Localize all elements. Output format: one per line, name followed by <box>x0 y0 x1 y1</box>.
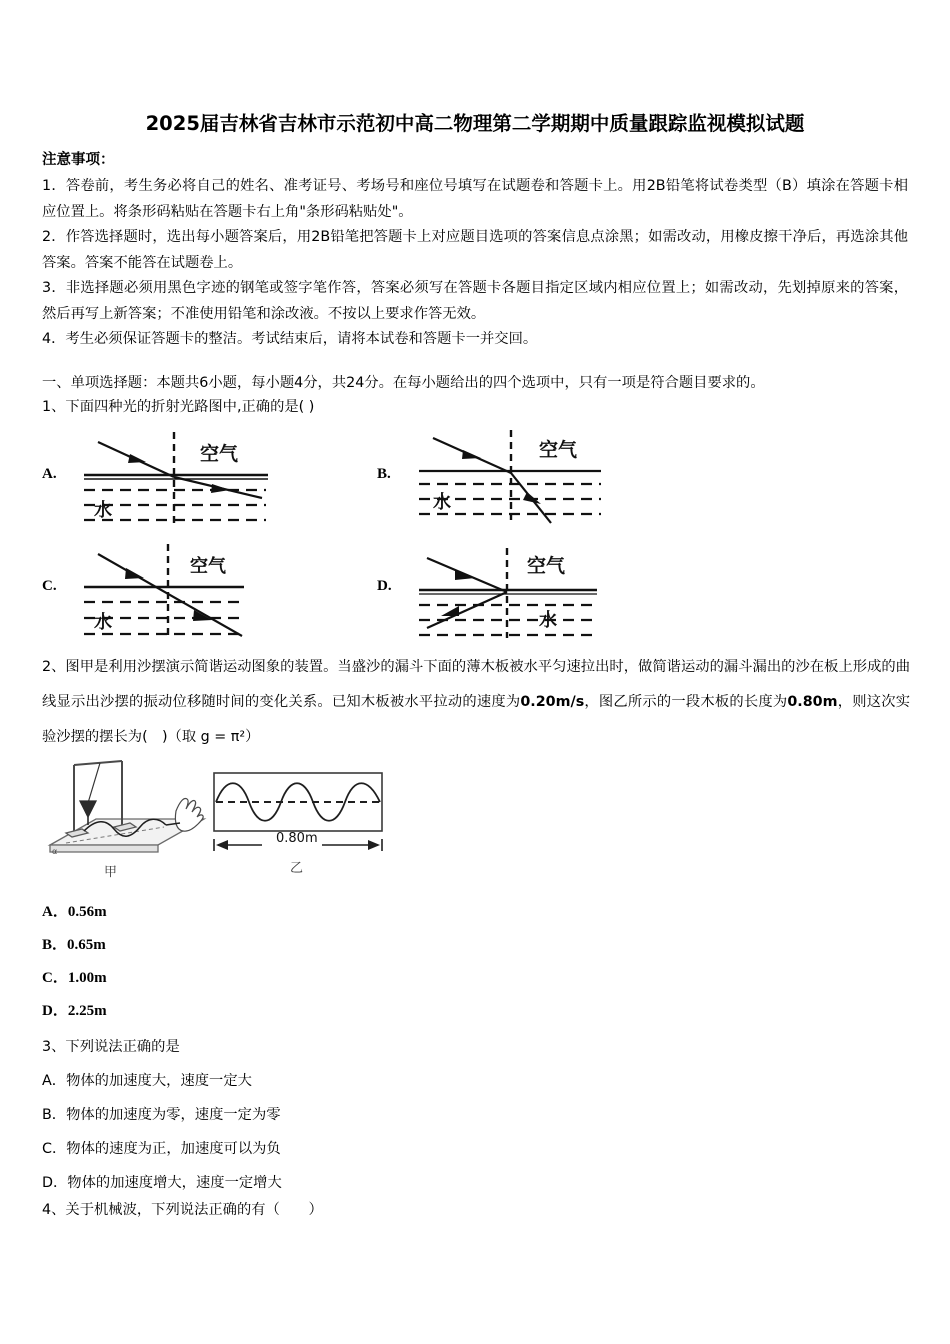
water-label-a: 水 <box>94 500 112 521</box>
section-heading: 一、单项选择题：本题共6小题，每小题4分，共24分。在每小题给出的四个选项中，只有一项是符合题目要求的。 <box>42 375 765 391</box>
q2-text-part-3: ，则这次实验沙摆的摆长为( )（取 g = π²） <box>42 694 911 745</box>
q1-option-d-letter: D. <box>377 578 392 594</box>
question-4-stem: 4、关于机械波，下列说法正确的有（ ） <box>42 1202 323 1218</box>
refraction-diagram-b <box>411 428 641 536</box>
figure-jia-caption: 甲 <box>104 865 118 880</box>
q3-option-a[interactable]: A．物体的加速度大，速度一定大 <box>42 1073 252 1089</box>
page-title: 2025届吉林省吉林市示范初中高二物理第二学期期中质量跟踪监视模拟试题 <box>145 112 805 135</box>
q1-option-c[interactable] <box>40 540 360 650</box>
figure-jia-corner-mark: α <box>52 847 58 856</box>
q3-option-b[interactable]: B．物体的加速度为零，速度一定为零 <box>42 1107 281 1123</box>
question-3-block <box>42 1030 542 1200</box>
q1-option-a-letter: A. <box>42 466 57 482</box>
q1-option-b[interactable] <box>375 428 695 538</box>
figure-yi-caption: 乙 <box>290 861 304 876</box>
q3-option-d[interactable]: D．物体的加速度增大，速度一定增大 <box>42 1175 282 1191</box>
water-label-b: 水 <box>433 492 451 513</box>
water-label-d: 水 <box>539 610 557 631</box>
refraction-diagram-a <box>76 428 306 536</box>
figure-yi-wave-trace <box>204 767 419 882</box>
q1-option-c-letter: C. <box>42 578 57 594</box>
air-label-a: 空气 <box>200 443 239 465</box>
notice-list <box>42 174 908 353</box>
question-3-stem: 3、下列说法正确的是 <box>42 1039 180 1055</box>
question-1-option-figures <box>40 428 740 653</box>
q2-option-a[interactable]: A．0.56m <box>42 904 107 920</box>
q2-option-d[interactable]: D．2.25m <box>42 1003 107 1019</box>
wave-trace-svg <box>204 767 404 877</box>
question-2-options <box>42 896 442 1028</box>
notice-item: 3．非选择题必须用黑色字迹的钢笔或签字笔作答，答案必须写在答题卡各题目指定区域内相应位置上；如需改动，先划掉原来的答案，然后再写上新答案；不准使用铅笔和涂改液。不按以上要求作答无效。 <box>42 280 908 322</box>
water-label-c: 水 <box>94 612 112 633</box>
q2-text-part-1: 2、图甲是利用沙摆演示简谐运动图象的装置。当盛沙的漏斗下面的薄木板被水平匀速拉出时，做简谐运动的漏斗漏出的沙在板上形成的曲线显示出沙摆的振动位移随时间的变化关系。已知木板被水平拉动的速度为 <box>42 659 910 710</box>
q3-option-c[interactable]: C．物体的速度为正，加速度可以为负 <box>42 1141 281 1157</box>
notice-item: 1．答卷前，考生务必将自己的姓名、准考证号、考场号和座位号填写在试题卷和答题卡上。用2B铅笔将试卷类型（B）填涂在答题卡相应位置上。将条形码粘贴在答题卡右上角"条形码粘贴处"。 <box>42 178 908 220</box>
q2-option-b[interactable]: B．0.65m <box>42 937 106 953</box>
refraction-diagram-d <box>411 540 641 648</box>
q2-length-value: 0.80m <box>787 694 838 710</box>
notice-heading: 注意事项： <box>42 152 115 168</box>
notice-item: 2．作答选择题时，选出每小题答案后，用2B铅笔把答题卡上对应题目选项的答案信息点涂黑；如需改动，用橡皮擦干净后，再选涂其他答案。答案不能答在试题卷上。 <box>42 229 908 271</box>
q1-option-b-letter: B. <box>377 466 391 482</box>
q2-option-c[interactable]: C．1.00m <box>42 970 107 986</box>
question-2-stem <box>42 650 910 755</box>
question-2-figures <box>44 757 464 892</box>
q1-option-d[interactable] <box>375 540 695 650</box>
air-label-b: 空气 <box>539 439 578 461</box>
air-label-d: 空气 <box>527 555 566 577</box>
q2-text-part-2: ，图乙所示的一段木板的长度为 <box>584 694 788 710</box>
q1-option-a[interactable] <box>40 428 360 538</box>
question-1-stem: 1、下面四种光的折射光路图中,正确的是( ) <box>42 399 315 415</box>
refraction-diagram-c <box>76 540 306 648</box>
figure-jia-sand-pendulum <box>44 757 209 882</box>
sand-pendulum-apparatus-svg <box>44 757 209 867</box>
figure-yi-dimension-label: 0.80m <box>276 831 318 846</box>
air-label-c: 空气 <box>190 556 226 577</box>
notice-item: 4．考生必须保证答题卡的整洁。考试结束后，请将本试卷和答题卡一并交回。 <box>42 331 538 347</box>
q2-speed-value: 0.20m/s <box>520 694 585 710</box>
